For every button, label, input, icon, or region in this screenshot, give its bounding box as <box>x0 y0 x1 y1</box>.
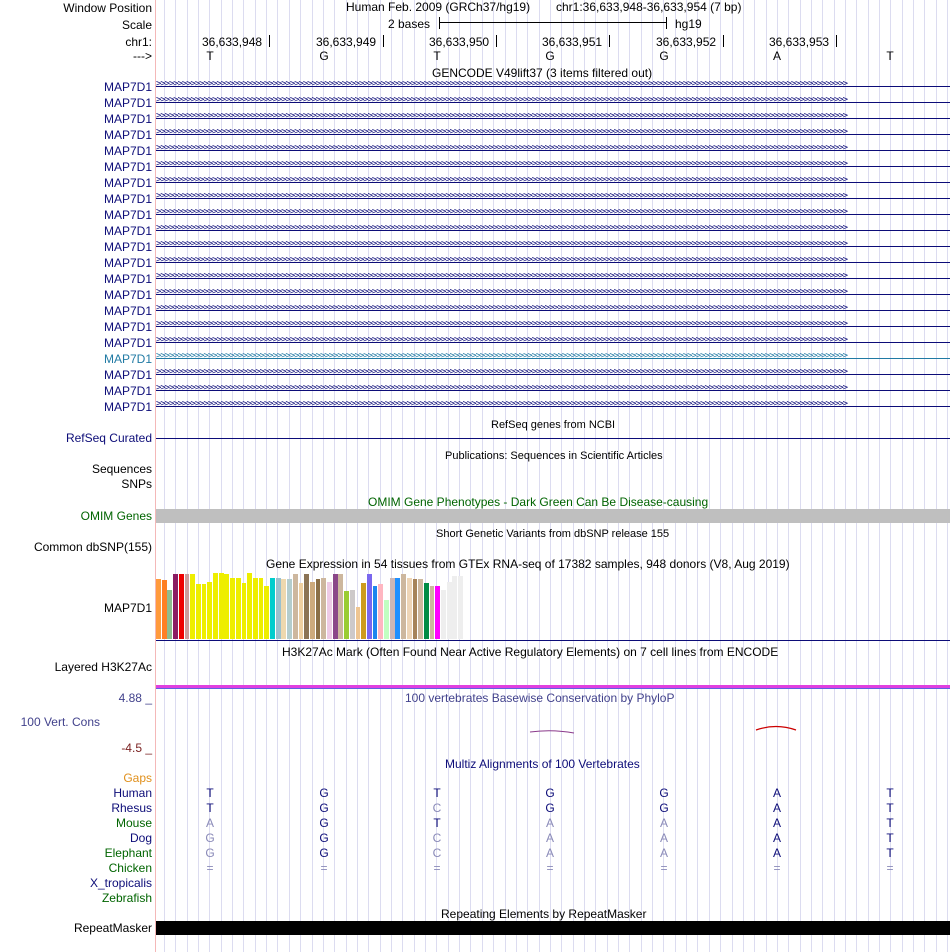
species-chicken-label: Chicken <box>108 861 152 875</box>
gtex-track-title: Gene Expression in 54 tissues from GTEx RNA-seq of 17382 samples, 948 donors (V8, Aug 2019) <box>266 557 790 571</box>
gtex-tissue-bar[interactable] <box>213 573 218 639</box>
coordinate-tick-label: 36,633,949 <box>316 35 377 49</box>
grid-line <box>493 0 494 952</box>
refseq-track-title: RefSeq genes from NCBI <box>491 419 616 431</box>
gtex-tissue-bar[interactable] <box>304 574 309 639</box>
reference-base: G <box>545 49 555 63</box>
grid-line <box>720 0 721 952</box>
gencode-item-label[interactable]: MAP7D1 <box>103 304 152 318</box>
coordinate-tick-label: 36,633,950 <box>429 35 490 49</box>
gencode-transcript[interactable] <box>156 304 950 318</box>
alignment-base: T <box>886 831 894 845</box>
gencode-transcript[interactable] <box>156 320 950 334</box>
strand-arrows: >>>>>>>>>>>>>>>>>>>>>>>>>>>>>>>>>>>>>>>>>>>>>>>>>>>>>>>>>>>>>>>>>>>>>>>>>>>>>>>>>>>>>>>>>>>>>>>>>>>>>>>>>>>>>>>>>>>>>>>>>>>>>>>>>>>>>>>>>>>>>>>>>>>>>>>>>>>>>>>> <box>156 128 847 137</box>
gtex-tissue-bar[interactable] <box>373 586 378 639</box>
grid-line <box>879 0 880 952</box>
grid-line <box>834 0 835 952</box>
species-xtropicalis-label: X_tropicalis <box>89 876 152 890</box>
strand-arrows: >>>>>>>>>>>>>>>>>>>>>>>>>>>>>>>>>>>>>>>>>>>>>>>>>>>>>>>>>>>>>>>>>>>>>>>>>>>>>>>>>>>>>>>>>>>>>>>>>>>>>>>>>>>>>>>>>>>>>>>>>>>>>>>>>>>>>>>>>>>>>>>>>>>>>>>>>>>>>>>> <box>156 160 847 169</box>
alignment-base: A <box>659 831 668 845</box>
grid-line <box>822 0 823 952</box>
repeat-track-title: Repeating Elements by RepeatMasker <box>441 907 647 921</box>
grid-line <box>947 0 948 952</box>
grid-line <box>425 0 426 952</box>
grid-line <box>334 0 335 952</box>
grid-line <box>629 0 630 952</box>
alignment-base: = <box>546 861 554 875</box>
cons-track-title: 100 vertebrates Basewise Conservation by PhyloP <box>405 691 675 705</box>
alignment-base: T <box>206 801 214 815</box>
grid-line <box>697 0 698 952</box>
gtex-tissue-bar[interactable] <box>276 578 281 639</box>
grid-line <box>198 0 199 952</box>
grid-line <box>641 0 642 952</box>
species-mouse-label: Mouse <box>115 816 152 830</box>
gencode-item-label[interactable]: MAP7D1 <box>103 160 152 174</box>
gtex-tissue-bar[interactable] <box>333 574 338 639</box>
alignment-base: G <box>319 846 329 860</box>
gtex-tissue-bar[interactable] <box>219 573 224 639</box>
grid-line <box>459 0 460 952</box>
gencode-transcript[interactable] <box>156 96 950 110</box>
coordinate-tick-label: 36,633,948 <box>202 35 263 49</box>
gencode-item-label[interactable]: MAP7D1 <box>103 80 152 94</box>
grid-line <box>368 0 369 952</box>
grid-line <box>902 0 903 952</box>
cons-track-label[interactable]: 100 Vert. Cons <box>20 715 100 729</box>
gtex-tissue-bar[interactable] <box>321 578 326 639</box>
alignment-base: = <box>320 861 328 875</box>
grid-line <box>652 0 653 952</box>
omim-label[interactable]: OMIM Genes <box>80 509 152 523</box>
grid-line <box>187 0 188 952</box>
strand-arrows: >>>>>>>>>>>>>>>>>>>>>>>>>>>>>>>>>>>>>>>>>>>>>>>>>>>>>>>>>>>>>>>>>>>>>>>>>>>>>>>>>>>>>>>>>>>>>>>>>>>>>>>>>>>>>>>>>>>>>>>>>>>>>>>>>>>>>>>>>>>>>>>>>>>>>>>>>>>>>>>> <box>156 240 847 249</box>
grid-line <box>266 0 267 952</box>
alignment-base: T <box>886 846 894 860</box>
gencode-item-label[interactable]: MAP7D1 <box>103 336 152 350</box>
gtex-expression-bars[interactable] <box>156 573 536 639</box>
strand-arrow-label: ---> <box>133 49 152 63</box>
alignment-base: = <box>660 861 668 875</box>
alignment-base: C <box>432 801 442 815</box>
gtex-tissue-bar[interactable] <box>356 607 361 639</box>
cons-wiggle[interactable] <box>156 710 950 750</box>
gtex-gene-label[interactable]: MAP7D1 <box>103 601 152 615</box>
alignment-base: A <box>545 816 554 830</box>
strand-arrows: >>>>>>>>>>>>>>>>>>>>>>>>>>>>>>>>>>>>>>>>>>>>>>>>>>>>>>>>>>>>>>>>>>>>>>>>>>>>>>>>>>>>>>>>>>>>>>>>>>>>>>>>>>>>>>>>>>>>>>>>>>>>>>>>>>>>>>>>>>>>>>>>>>>>>>>>>>>>>>>> <box>156 96 847 105</box>
grid-line <box>788 0 789 952</box>
publications-track-title: Publications: Sequences in Scientific Articles <box>445 450 663 462</box>
gtex-tissue-bar[interactable] <box>361 583 366 639</box>
alignment-base: G <box>205 831 215 845</box>
alignment-base: A <box>659 816 668 830</box>
strand-arrows: >>>>>>>>>>>>>>>>>>>>>>>>>>>>>>>>>>>>>>>>>>>>>>>>>>>>>>>>>>>>>>>>>>>>>>>>>>>>>>>>>>>>>>>>>>>>>>>>>>>>>>>>>>>>>>>>>>>>>>>>>>>>>>>>>>>>>>>>>>>>>>>>>>>>>>>>>>>>>>>> <box>156 336 847 345</box>
grid-line <box>357 0 358 952</box>
grid-line <box>936 0 937 952</box>
grid-line <box>856 0 857 952</box>
grid-line <box>232 0 233 952</box>
gtex-tissue-bar[interactable] <box>452 576 457 639</box>
gtex-tissue-bar[interactable] <box>310 582 315 639</box>
species-rhesus-label: Rhesus <box>111 801 152 815</box>
gtex-tissue-bar[interactable] <box>407 578 412 639</box>
gtex-tissue-bar[interactable] <box>156 579 161 639</box>
h3k27ac-label[interactable]: Layered H3K27Ac <box>54 660 152 674</box>
gencode-transcript[interactable] <box>156 176 950 190</box>
gencode-track-title: GENCODE V49lift37 (3 items filtered out) <box>432 66 653 80</box>
grid-line <box>380 0 381 952</box>
gencode-item-label[interactable]: MAP7D1 <box>103 128 152 142</box>
coordinate-tick <box>383 35 384 47</box>
gencode-item-label[interactable]: MAP7D1 <box>103 272 152 286</box>
scale-bar-text: 2 bases <box>388 17 431 31</box>
grid-line <box>402 0 403 952</box>
alignment-base: T <box>433 816 441 830</box>
gaps-label: Gaps <box>123 771 152 785</box>
track-label-column <box>0 0 154 952</box>
grid-line <box>732 0 733 952</box>
gencode-transcript[interactable] <box>156 288 950 302</box>
grid-line <box>312 0 313 952</box>
gtex-tissue-bar[interactable] <box>264 586 269 639</box>
gencode-transcript[interactable] <box>156 352 950 366</box>
grid-line <box>709 0 710 952</box>
gtex-tissue-bar[interactable] <box>299 583 304 639</box>
scale-db: hg19 <box>675 17 702 31</box>
h3k27ac-signal[interactable] <box>156 685 950 689</box>
browser-image-area[interactable] <box>156 0 950 952</box>
grid-line <box>175 0 176 952</box>
gtex-tissue-bar[interactable] <box>350 590 355 639</box>
grid-line <box>482 0 483 952</box>
gtex-tissue-bar[interactable] <box>441 590 446 639</box>
grid-line <box>845 0 846 952</box>
gtex-tissue-bar[interactable] <box>413 579 418 639</box>
grid-line <box>800 0 801 952</box>
omim-gene-bar[interactable] <box>156 509 950 523</box>
gencode-item-label[interactable]: MAP7D1 <box>103 112 152 126</box>
strand-arrows: >>>>>>>>>>>>>>>>>>>>>>>>>>>>>>>>>>>>>>>>>>>>>>>>>>>>>>>>>>>>>>>>>>>>>>>>>>>>>>>>>>>>>>>>>>>>>>>>>>>>>>>>>>>>>>>>>>>>>>>>>>>>>>>>>>>>>>>>>>>>>>>>>>>>>>>>>>>>>>>> <box>156 288 847 297</box>
alignment-base: = <box>206 861 214 875</box>
scale-bar <box>439 17 667 29</box>
grid-line <box>414 0 415 952</box>
grid-line <box>811 0 812 952</box>
alignment-base: T <box>433 786 441 800</box>
gtex-tissue-bar[interactable] <box>447 582 452 639</box>
grid-line <box>561 0 562 952</box>
alignment-base: C <box>432 846 442 860</box>
grid-line <box>573 0 574 952</box>
gencode-item-label[interactable]: MAP7D1 <box>103 192 152 206</box>
gencode-transcript[interactable] <box>156 240 950 254</box>
coordinate-tick <box>836 35 837 47</box>
gtex-tissue-bar[interactable] <box>179 574 184 639</box>
alignment-base: G <box>659 786 669 800</box>
grid-line <box>516 0 517 952</box>
alignment-base: G <box>545 786 555 800</box>
alignment-base: G <box>205 846 215 860</box>
gencode-item-label[interactable]: MAP7D1 <box>103 352 152 366</box>
gencode-item-label[interactable]: MAP7D1 <box>103 368 152 382</box>
gtex-tissue-bar[interactable] <box>344 591 349 639</box>
gencode-transcript[interactable] <box>156 80 950 94</box>
alignment-base: T <box>886 786 894 800</box>
strand-arrows: >>>>>>>>>>>>>>>>>>>>>>>>>>>>>>>>>>>>>>>>>>>>>>>>>>>>>>>>>>>>>>>>>>>>>>>>>>>>>>>>>>>>>>>>>>>>>>>>>>>>>>>>>>>>>>>>>>>>>>>>>>>>>>>>>>>>>>>>>>>>>>>>>>>>>>>>>>>>>>>> <box>156 256 847 265</box>
gencode-transcript[interactable] <box>156 400 950 414</box>
strand-arrows: >>>>>>>>>>>>>>>>>>>>>>>>>>>>>>>>>>>>>>>>>>>>>>>>>>>>>>>>>>>>>>>>>>>>>>>>>>>>>>>>>>>>>>>>>>>>>>>>>>>>>>>>>>>>>>>>>>>>>>>>>>>>>>>>>>>>>>>>>>>>>>>>>>>>>>>>>>>>>>>> <box>156 384 847 393</box>
gencode-transcript[interactable] <box>156 144 950 158</box>
gtex-tissue-bar[interactable] <box>424 583 429 639</box>
gtex-tissue-bar[interactable] <box>316 579 321 639</box>
alignment-base: A <box>772 816 781 830</box>
strand-arrows: >>>>>>>>>>>>>>>>>>>>>>>>>>>>>>>>>>>>>>>>>>>>>>>>>>>>>>>>>>>>>>>>>>>>>>>>>>>>>>>>>>>>>>>>>>>>>>>>>>>>>>>>>>>>>>>>>>>>>>>>>>>>>>>>>>>>>>>>>>>>>>>>>>>>>>>>>>>>>>>> <box>156 192 847 201</box>
gencode-transcript[interactable] <box>156 272 950 286</box>
assembly-title: Human Feb. 2009 (GRCh37/hg19) <box>346 0 531 14</box>
refseq-gene-line[interactable] <box>156 438 950 439</box>
multiz-track-title: Multiz Alignments of 100 Vertebrates <box>445 757 640 771</box>
grid-line <box>743 0 744 952</box>
grid-line <box>686 0 687 952</box>
gtex-tissue-bar[interactable] <box>281 579 286 639</box>
grid-line <box>675 0 676 952</box>
alignment-base: = <box>433 861 441 875</box>
gtex-tissue-bar[interactable] <box>390 578 395 639</box>
gtex-tissue-bar[interactable] <box>293 574 298 639</box>
alignment-base: A <box>545 846 554 860</box>
alignment-base: G <box>545 801 555 815</box>
grid-line <box>924 0 925 952</box>
gtex-tissue-bar[interactable] <box>190 574 195 639</box>
gtex-tissue-bar[interactable] <box>162 580 167 639</box>
gtex-tissue-bar[interactable] <box>247 573 252 639</box>
grid-line <box>913 0 914 952</box>
grid-line <box>505 0 506 952</box>
gtex-tissue-bar[interactable] <box>287 579 292 639</box>
gtex-tissue-bar[interactable] <box>224 574 229 639</box>
snps-label[interactable]: SNPs <box>121 477 152 491</box>
alignment-base: A <box>545 831 554 845</box>
gtex-tissue-bar[interactable] <box>401 574 406 639</box>
alignment-base: T <box>206 786 214 800</box>
gtex-tissue-bar[interactable] <box>202 584 207 639</box>
gtex-tissue-bar[interactable] <box>167 590 172 639</box>
strand-arrows: >>>>>>>>>>>>>>>>>>>>>>>>>>>>>>>>>>>>>>>>>>>>>>>>>>>>>>>>>>>>>>>>>>>>>>>>>>>>>>>>>>>>>>>>>>>>>>>>>>>>>>>>>>>>>>>>>>>>>>>>>>>>>>>>>>>>>>>>>>>>>>>>>>>>>>>>>>>>>>>> <box>156 112 847 121</box>
gencode-transcript[interactable] <box>156 336 950 350</box>
dbsnp-label[interactable]: Common dbSNP(155) <box>33 540 152 554</box>
alignment-base: A <box>772 846 781 860</box>
dbsnp-track-title: Short Genetic Variants from dbSNP release 155 <box>436 528 670 540</box>
species-dog-label: Dog <box>129 831 152 845</box>
grid-line <box>527 0 528 952</box>
grid-line <box>289 0 290 952</box>
gencode-item-label[interactable]: MAP7D1 <box>103 384 152 398</box>
gencode-transcript[interactable] <box>156 112 950 126</box>
repeatmasker-bar[interactable] <box>156 921 950 935</box>
gencode-item-label[interactable]: MAP7D1 <box>103 320 152 334</box>
gtex-tissue-bar[interactable] <box>395 578 400 639</box>
grid-line <box>754 0 755 952</box>
alignment-base: A <box>772 786 781 800</box>
alignment-base: G <box>659 801 669 815</box>
grid-line <box>618 0 619 952</box>
cons-min-label: -4.5 _ <box>121 741 152 755</box>
reference-base: T <box>433 49 441 63</box>
gencode-transcript[interactable] <box>156 208 950 222</box>
gtex-tissue-bar[interactable] <box>259 578 264 639</box>
gtex-tissue-bar[interactable] <box>338 574 343 639</box>
gencode-transcript[interactable] <box>156 256 950 270</box>
grid-line <box>539 0 540 952</box>
reference-base: G <box>319 49 329 63</box>
strand-arrows: >>>>>>>>>>>>>>>>>>>>>>>>>>>>>>>>>>>>>>>>>>>>>>>>>>>>>>>>>>>>>>>>>>>>>>>>>>>>>>>>>>>>>>>>>>>>>>>>>>>>>>>>>>>>>>>>>>>>>>>>>>>>>>>>>>>>>>>>>>>>>>>>>>>>>>>>>>>>>>>> <box>156 208 847 217</box>
gtex-tissue-bar[interactable] <box>236 578 241 639</box>
gencode-item-label[interactable]: MAP7D1 <box>103 224 152 238</box>
gencode-transcript[interactable] <box>156 128 950 142</box>
gencode-item-label[interactable]: MAP7D1 <box>103 176 152 190</box>
alignment-base: A <box>772 831 781 845</box>
grid-line <box>470 0 471 952</box>
strand-arrows: >>>>>>>>>>>>>>>>>>>>>>>>>>>>>>>>>>>>>>>>>>>>>>>>>>>>>>>>>>>>>>>>>>>>>>>>>>>>>>>>>>>>>>>>>>>>>>>>>>>>>>>>>>>>>>>>>>>>>>>>>>>>>>>>>>>>>>>>>>>>>>>>>>>>>>>>>>>>>>>> <box>156 80 847 89</box>
grid-line <box>766 0 767 952</box>
gtex-tissue-bar[interactable] <box>384 600 389 639</box>
strand-arrows: >>>>>>>>>>>>>>>>>>>>>>>>>>>>>>>>>>>>>>>>>>>>>>>>>>>>>>>>>>>>>>>>>>>>>>>>>>>>>>>>>>>>>>>>>>>>>>>>>>>>>>>>>>>>>>>>>>>>>>>>>>>>>>>>>>>>>>>>>>>>>>>>>>>>>>>>>>>>>>>> <box>156 224 847 233</box>
gtex-tissue-bar[interactable] <box>430 586 435 639</box>
alignment-base: A <box>772 801 781 815</box>
alignment-base: G <box>319 786 329 800</box>
alignment-base: T <box>886 801 894 815</box>
alignment-base: C <box>432 831 442 845</box>
coordinate-tick-label: 36,633,952 <box>656 35 717 49</box>
coordinate-tick <box>496 35 497 47</box>
strand-arrows: >>>>>>>>>>>>>>>>>>>>>>>>>>>>>>>>>>>>>>>>>>>>>>>>>>>>>>>>>>>>>>>>>>>>>>>>>>>>>>>>>>>>>>>>>>>>>>>>>>>>>>>>>>>>>>>>>>>>>>>>>>>>>>>>>>>>>>>>>>>>>>>>>>>>>>>>>>>>>>>> <box>156 368 847 377</box>
strand-arrows: >>>>>>>>>>>>>>>>>>>>>>>>>>>>>>>>>>>>>>>>>>>>>>>>>>>>>>>>>>>>>>>>>>>>>>>>>>>>>>>>>>>>>>>>>>>>>>>>>>>>>>>>>>>>>>>>>>>>>>>>>>>>>>>>>>>>>>>>>>>>>>>>>>>>>>>>>>>>>>>> <box>156 144 847 153</box>
reference-base: T <box>886 49 894 63</box>
position-range: chr1:36,633,948-36,633,954 (7 bp) <box>556 0 742 14</box>
strand-arrows: >>>>>>>>>>>>>>>>>>>>>>>>>>>>>>>>>>>>>>>>>>>>>>>>>>>>>>>>>>>>>>>>>>>>>>>>>>>>>>>>>>>>>>>>>>>>>>>>>>>>>>>>>>>>>>>>>>>>>>>>>>>>>>>>>>>>>>>>>>>>>>>>>>>>>>>>>>>>>>>> <box>156 352 847 361</box>
gtex-tissue-bar[interactable] <box>230 578 235 639</box>
gencode-transcript[interactable] <box>156 192 950 206</box>
gencode-item-label[interactable]: MAP7D1 <box>103 288 152 302</box>
gencode-item-label[interactable]: MAP7D1 <box>103 400 152 414</box>
gtex-tissue-bar[interactable] <box>458 576 463 639</box>
gencode-transcript[interactable] <box>156 224 950 238</box>
gencode-item-label[interactable]: MAP7D1 <box>103 240 152 254</box>
grid-line <box>255 0 256 952</box>
grid-line <box>584 0 585 952</box>
gtex-tissue-bar[interactable] <box>253 578 258 639</box>
strand-arrows: >>>>>>>>>>>>>>>>>>>>>>>>>>>>>>>>>>>>>>>>>>>>>>>>>>>>>>>>>>>>>>>>>>>>>>>>>>>>>>>>>>>>>>>>>>>>>>>>>>>>>>>>>>>>>>>>>>>>>>>>>>>>>>>>>>>>>>>>>>>>>>>>>>>>>>>>>>>>>>>> <box>156 272 847 281</box>
grid-line <box>346 0 347 952</box>
alignment-base: G <box>319 801 329 815</box>
grid-line <box>448 0 449 952</box>
omim-track-title: OMIM Gene Phenotypes - Dark Green Can Be Disease-causing <box>368 495 709 509</box>
gencode-item-label[interactable]: MAP7D1 <box>103 208 152 222</box>
grid-line <box>164 0 165 952</box>
grid-line <box>595 0 596 952</box>
species-human-label: Human <box>113 786 152 800</box>
gtex-tissue-bar[interactable] <box>173 574 178 639</box>
coordinate-tick-label: 36,633,953 <box>769 35 830 49</box>
gencode-transcript[interactable] <box>156 368 950 382</box>
coordinate-tick <box>269 35 270 47</box>
gtex-tissue-bar[interactable] <box>242 583 247 639</box>
coordinate-tick-label: 36,633,951 <box>542 35 603 49</box>
strand-arrows: >>>>>>>>>>>>>>>>>>>>>>>>>>>>>>>>>>>>>>>>>>>>>>>>>>>>>>>>>>>>>>>>>>>>>>>>>>>>>>>>>>>>>>>>>>>>>>>>>>>>>>>>>>>>>>>>>>>>>>>>>>>>>>>>>>>>>>>>>>>>>>>>>>>>>>>>>>>>>>>> <box>156 320 847 329</box>
gtex-baseline <box>156 640 950 641</box>
gtex-tissue-bar[interactable] <box>196 584 201 639</box>
gtex-tissue-bar[interactable] <box>207 582 212 639</box>
reference-base: T <box>206 49 214 63</box>
alignment-base: = <box>886 861 894 875</box>
gencode-item-label[interactable]: MAP7D1 <box>103 256 152 270</box>
strand-arrows: >>>>>>>>>>>>>>>>>>>>>>>>>>>>>>>>>>>>>>>>>>>>>>>>>>>>>>>>>>>>>>>>>>>>>>>>>>>>>>>>>>>>>>>>>>>>>>>>>>>>>>>>>>>>>>>>>>>>>>>>>>>>>>>>>>>>>>>>>>>>>>>>>>>>>>>>>>>>>>>> <box>156 176 847 185</box>
alignment-base: = <box>773 861 781 875</box>
gencode-transcript[interactable] <box>156 384 950 398</box>
reference-base: A <box>772 49 781 63</box>
gencode-transcript[interactable] <box>156 160 950 174</box>
chr-label: chr1: <box>125 35 152 49</box>
coordinate-tick <box>609 35 610 47</box>
gtex-tissue-bar[interactable] <box>185 574 190 639</box>
cons-max-label: 4.88 _ <box>118 691 152 705</box>
grid-line <box>391 0 392 952</box>
gtex-tissue-bar[interactable] <box>378 584 383 639</box>
reference-base: G <box>659 49 669 63</box>
gtex-tissue-bar[interactable] <box>270 578 275 639</box>
alignment-base: G <box>319 831 329 845</box>
grid-line <box>243 0 244 952</box>
scale-label: Scale <box>121 18 152 32</box>
gtex-tissue-bar[interactable] <box>367 574 372 639</box>
gtex-tissue-bar[interactable] <box>435 586 440 639</box>
gtex-tissue-bar[interactable] <box>418 579 423 639</box>
grid-line <box>300 0 301 952</box>
alignment-base: A <box>205 816 214 830</box>
strand-arrows: >>>>>>>>>>>>>>>>>>>>>>>>>>>>>>>>>>>>>>>>>>>>>>>>>>>>>>>>>>>>>>>>>>>>>>>>>>>>>>>>>>>>>>>>>>>>>>>>>>>>>>>>>>>>>>>>>>>>>>>>>>>>>>>>>>>>>>>>>>>>>>>>>>>>>>>>>>>>>>>> <box>156 304 847 313</box>
gencode-item-label[interactable]: MAP7D1 <box>103 144 152 158</box>
sequences-label[interactable]: Sequences <box>91 462 152 476</box>
window-position-label: Window Position <box>63 1 152 15</box>
alignment-base: A <box>659 846 668 860</box>
grid-line <box>607 0 608 952</box>
coordinate-tick <box>723 35 724 47</box>
refseq-label[interactable]: RefSeq Curated <box>65 431 152 445</box>
gtex-tissue-bar[interactable] <box>327 582 332 639</box>
alignment-base: T <box>886 816 894 830</box>
gencode-item-label[interactable]: MAP7D1 <box>103 96 152 110</box>
h3k27ac-track-title: H3K27Ac Mark (Often Found Near Active Regulatory Elements) on 7 cell lines from ENCODE <box>282 645 779 659</box>
grid-line <box>221 0 222 952</box>
grid-line <box>277 0 278 952</box>
strand-arrows: >>>>>>>>>>>>>>>>>>>>>>>>>>>>>>>>>>>>>>>>>>>>>>>>>>>>>>>>>>>>>>>>>>>>>>>>>>>>>>>>>>>>>>>>>>>>>>>>>>>>>>>>>>>>>>>>>>>>>>>>>>>>>>>>>>>>>>>>>>>>>>>>>>>>>>>>>>>>>>>> <box>156 400 847 409</box>
species-elephant-label: Elephant <box>104 846 152 860</box>
grid-line <box>868 0 869 952</box>
repeatmasker-label[interactable]: RepeatMasker <box>73 921 152 935</box>
alignment-base: G <box>319 816 329 830</box>
species-zebrafish-label: Zebrafish <box>101 891 152 905</box>
